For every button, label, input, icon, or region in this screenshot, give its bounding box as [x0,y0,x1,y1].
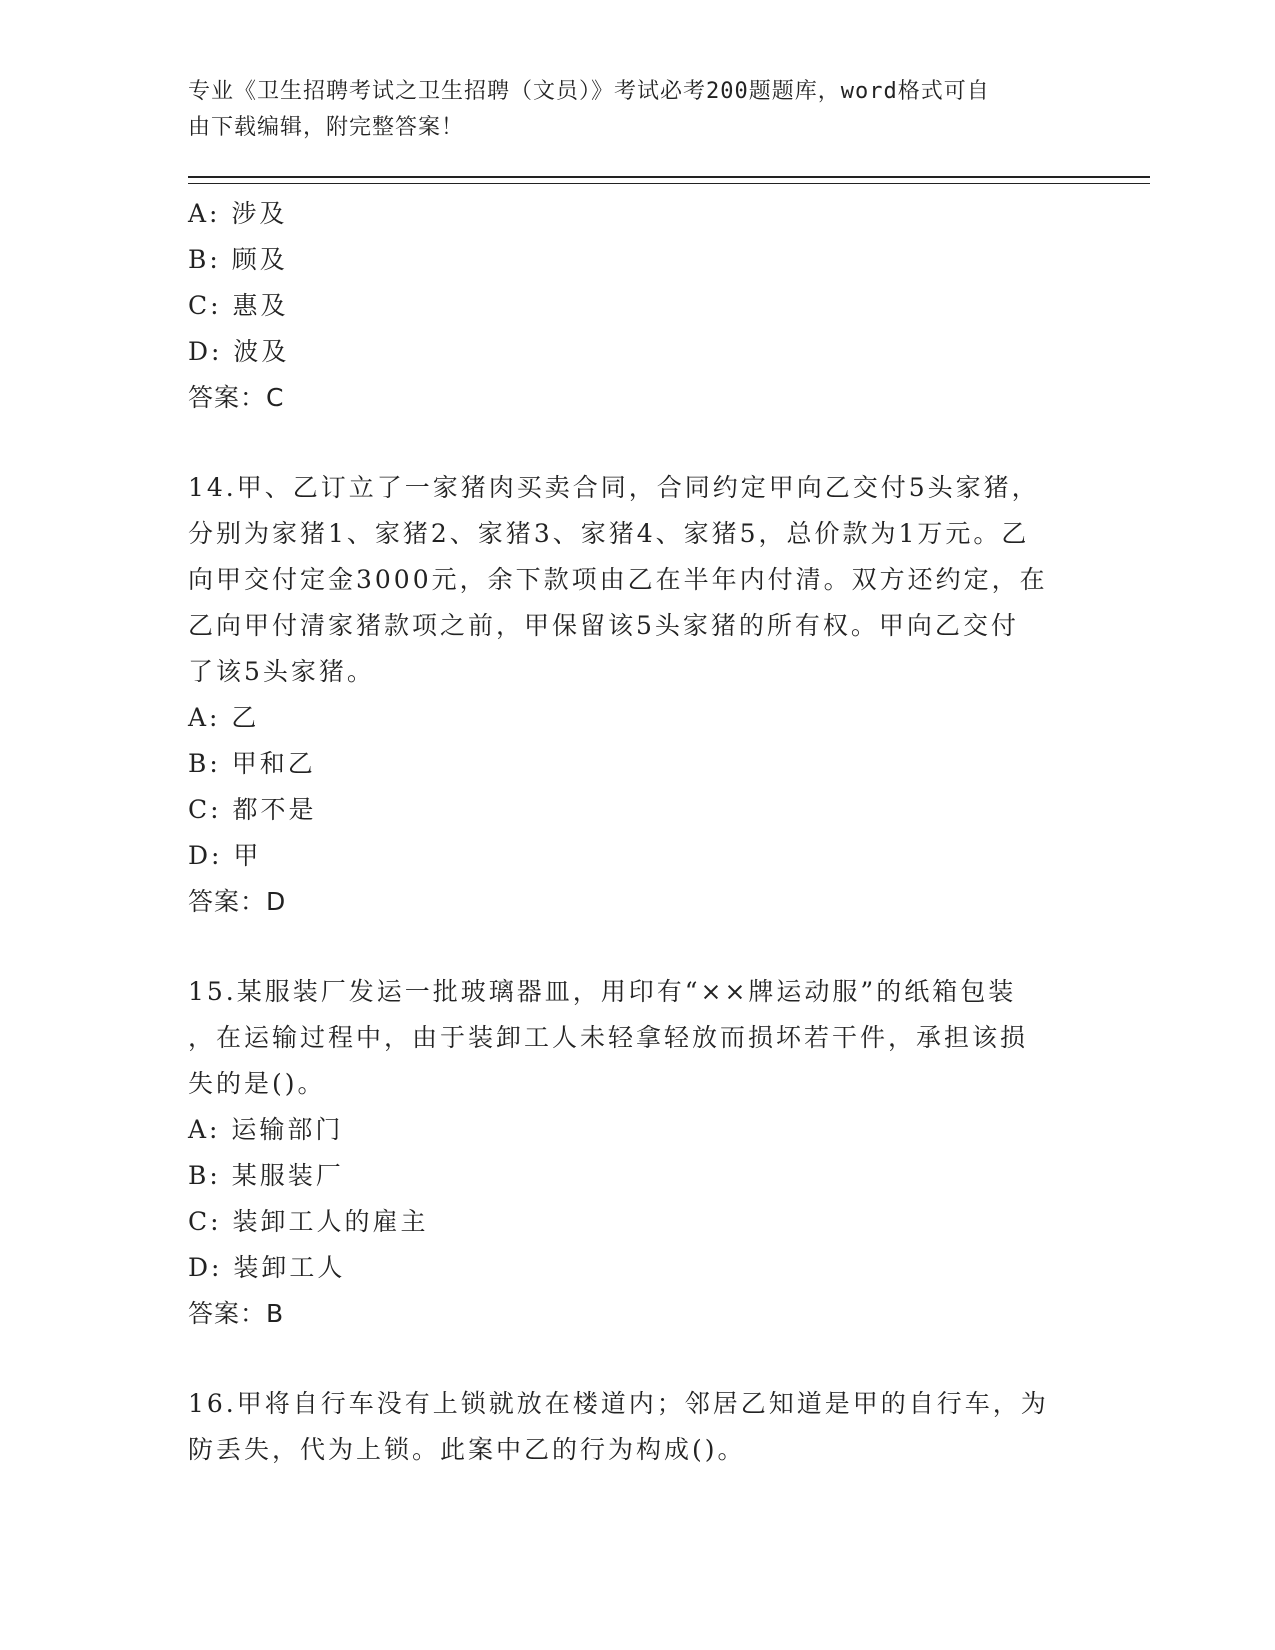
q15-answer: 答案：B [188,1299,285,1328]
header-rule-thick [188,176,1150,178]
q14-text-line-1: 14.甲、乙订立了一家猪肉买卖合同，合同约定甲向乙交付5头家猪， [188,473,1040,502]
q13-option-a: A: 涉及 [188,199,288,228]
q15-option-d: D: 装卸工人 [188,1253,346,1282]
q13-option-b: B: 顾及 [188,245,288,274]
q16-text-line-1: 16.甲将自行车没有上锁就放在楼道内；邻居乙知道是甲的自行车，为 [188,1389,1049,1418]
header-line-1: 专业《卫生招聘考试之卫生招聘（文员）》考试必考200题题库，word格式可自 [188,79,990,104]
q14-text-line-3: 向甲交付定金3000元，余下款项由乙在半年内付清。双方还约定，在 [188,565,1048,594]
q13-answer: 答案：C [188,383,285,412]
header-rule-thin [188,183,1150,184]
q14-option-a: A: 乙 [188,703,260,732]
question-15 [188,969,1088,1337]
document-body [188,191,1088,1473]
q15-option-b: B: 某服装厂 [188,1161,344,1190]
q14-answer: 答案：D [188,887,287,916]
q15-option-c: C: 装卸工人的雇主 [188,1207,429,1236]
q16-text-line-2: 防丢失，代为上锁。此案中乙的行为构成()。 [188,1435,746,1464]
q14-option-c: C: 都不是 [188,795,317,824]
spacer [188,421,1088,465]
question-14 [188,465,1088,925]
q13-option-d: D: 波及 [188,337,290,366]
question-16 [188,1381,1088,1473]
q15-option-a: A: 运输部门 [188,1115,344,1144]
q15-text-line-3: 失的是()。 [188,1069,326,1098]
q14-option-b: B: 甲和乙 [188,749,316,778]
q14-text-line-4: 乙向甲付清家猪款项之前，甲保留该5头家猪的所有权。甲向乙交付 [188,611,1019,640]
document-header [188,74,1068,146]
q15-text-line-2: ，在运输过程中，由于装卸工人未轻拿轻放而损坏若干件，承担该损 [188,1023,1029,1052]
q14-text-line-2: 分别为家猪1、家猪2、家猪3、家猪4、家猪5，总价款为1万元。乙 [188,519,1030,548]
q13-option-c: C: 惠及 [188,291,289,320]
question-13 [188,191,1088,421]
q14-option-d: D: 甲 [188,841,262,870]
header-line-2: 由下载编辑，附完整答案！ [188,115,465,140]
q14-text-line-5: 了该5头家猪。 [188,657,375,686]
q15-text-line-1: 15.某服装厂发运一批玻璃器皿，用印有“××牌运动服”的纸箱包装 [188,977,1017,1006]
spacer [188,925,1088,969]
spacer [188,1337,1088,1381]
